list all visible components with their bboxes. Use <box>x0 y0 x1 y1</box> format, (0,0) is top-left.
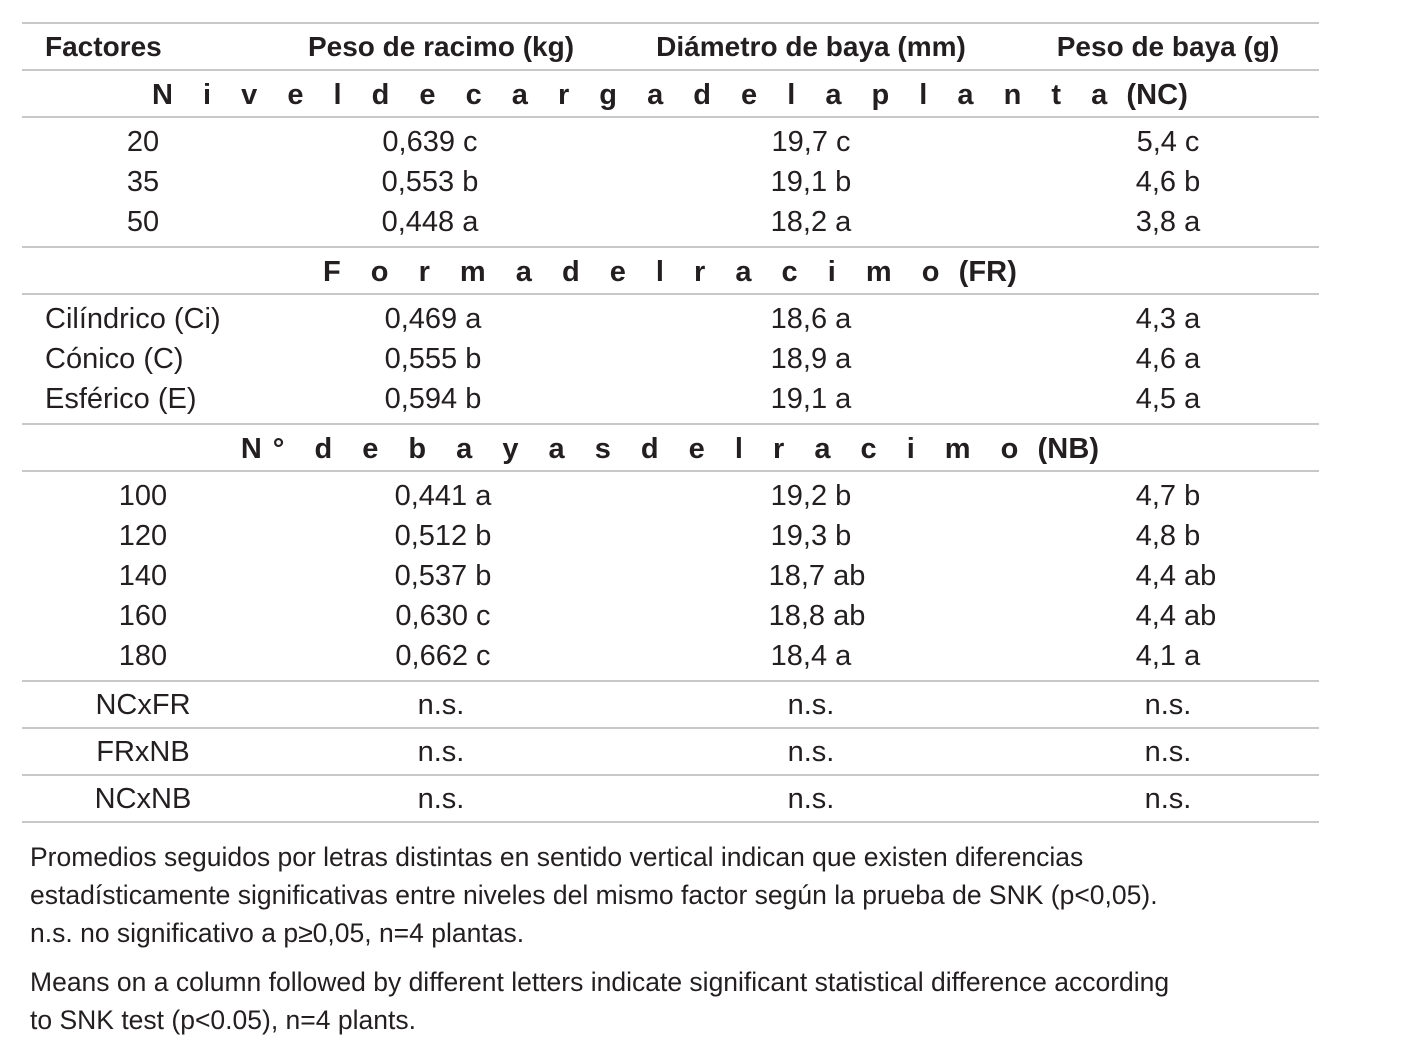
table-row-cell: 4,4 ab <box>1135 560 1217 592</box>
table-row-cell: 4,8 b <box>1135 520 1201 552</box>
table-row-cell: 0,630 c <box>395 600 491 632</box>
table-row-cell: 4,5 a <box>1135 383 1201 415</box>
table-row-cell: 19,3 b <box>770 520 852 552</box>
table-row-cell: 18,9 a <box>770 343 852 375</box>
table-row-cell: 0,448 a <box>381 206 479 238</box>
section-nb-end-rule <box>22 680 1319 682</box>
section-fr-end-rule <box>22 423 1319 425</box>
table-row-cell: 18,8 ab <box>768 600 866 632</box>
table-row-cell: 0,469 a <box>384 303 482 335</box>
section-nc-rule <box>22 116 1319 118</box>
table-top-rule <box>22 22 1319 24</box>
header-peso-baya: Peso de baya (g) <box>1056 31 1280 62</box>
table-row-cell: 120 <box>118 520 168 552</box>
header-factores: Factores <box>45 31 162 62</box>
table-row-cell: 100 <box>118 480 168 512</box>
table-row-cell: 0,512 b <box>394 520 492 552</box>
section-nb-rule <box>22 470 1319 472</box>
interaction-value: n.s. <box>1144 783 1192 815</box>
interaction-value: n.s. <box>417 736 465 768</box>
section-title-nc: N i v e l d e c a r g a d e l a p l a n t a (NC) <box>152 79 1188 111</box>
table-bottom-rule <box>22 821 1319 823</box>
table-row-cell: 18,2 a <box>770 206 852 238</box>
section-title-nb: N° d e b a y a s d e l r a c i m o (NB) <box>240 433 1100 465</box>
table-row-cell: 160 <box>118 600 168 632</box>
section-fr-rule <box>22 293 1319 295</box>
table-row-cell: 4,7 b <box>1135 480 1201 512</box>
table-row-cell: 0,594 b <box>384 383 482 415</box>
table-row-cell: 20 <box>126 126 160 158</box>
interaction-value: n.s. <box>787 689 835 721</box>
interaction-label: NCxNB <box>94 783 192 815</box>
table-row-cell: 50 <box>126 206 160 238</box>
footnote-es-line-3: n.s. no significativo a p≥0,05, n=4 plantas. <box>30 918 525 948</box>
interaction-rule-1 <box>22 727 1319 729</box>
footnote-es-line-2: estadísticamente significativas entre niveles del mismo factor según la prueba de SNK (p<0,05). <box>30 880 1158 910</box>
interaction-value: n.s. <box>787 783 835 815</box>
interaction-value: n.s. <box>417 689 465 721</box>
section-nc-end-rule <box>22 246 1319 248</box>
table-row-cell: 0,553 b <box>381 166 479 198</box>
table-row-cell: 4,3 a <box>1135 303 1201 335</box>
header-bottom-rule <box>22 69 1319 71</box>
table-row-cell: 0,639 c <box>382 126 478 158</box>
table-row-cell: 0,441 a <box>394 480 492 512</box>
interaction-value: n.s. <box>787 736 835 768</box>
table-row-cell: Esférico (E) <box>45 383 197 415</box>
table-row-cell: 18,4 a <box>770 640 852 672</box>
interaction-value: n.s. <box>1144 689 1192 721</box>
table-row-cell: Cilíndrico (Ci) <box>45 303 221 335</box>
table-row-cell: 18,6 a <box>770 303 852 335</box>
table-row-cell: 140 <box>118 560 168 592</box>
table-row-cell: 5,4 c <box>1136 126 1200 158</box>
table-row-cell: 4,1 a <box>1135 640 1201 672</box>
interaction-rule-2 <box>22 774 1319 776</box>
table-row-cell: 35 <box>126 166 160 198</box>
interaction-label: FRxNB <box>96 736 190 768</box>
header-diametro-baya: Diámetro de baya (mm) <box>656 31 966 62</box>
table-row-cell: 4,6 b <box>1135 166 1201 198</box>
footnote-en-line-1: Means on a column followed by different letters indicate significant statistical difference according <box>30 967 1170 997</box>
table-row-cell: 0,537 b <box>394 560 492 592</box>
interaction-label: NCxFR <box>95 689 191 721</box>
table-row-cell: 4,4 ab <box>1135 600 1217 632</box>
table-row-cell: 0,662 c <box>395 640 491 672</box>
interaction-value: n.s. <box>417 783 465 815</box>
table-row-cell: 0,555 b <box>384 343 482 375</box>
table-row-cell: 19,1 b <box>770 166 852 198</box>
footnote-en-line-2: to SNK test (p<0.05), n=4 plants. <box>30 1005 416 1035</box>
table-row-cell: 18,7 ab <box>768 560 866 592</box>
table-row-cell: 180 <box>118 640 168 672</box>
header-peso-racimo: Peso de racimo (kg) <box>307 31 575 62</box>
table-row-cell: 3,8 a <box>1135 206 1201 238</box>
footnote-es-line-1: Promedios seguidos por letras distintas en sentido vertical indican que existen diferencias <box>30 842 1084 872</box>
table-row-cell: 19,2 b <box>770 480 852 512</box>
table-row-cell: 19,7 c <box>771 126 851 158</box>
section-title-fr: F o r m a d e l r a c i m o (FR) <box>323 256 1017 288</box>
table-row-cell: 19,1 a <box>770 383 852 415</box>
interaction-value: n.s. <box>1144 736 1192 768</box>
table-row-cell: Cónico (C) <box>45 343 184 375</box>
table-row-cell: 4,6 a <box>1135 343 1201 375</box>
